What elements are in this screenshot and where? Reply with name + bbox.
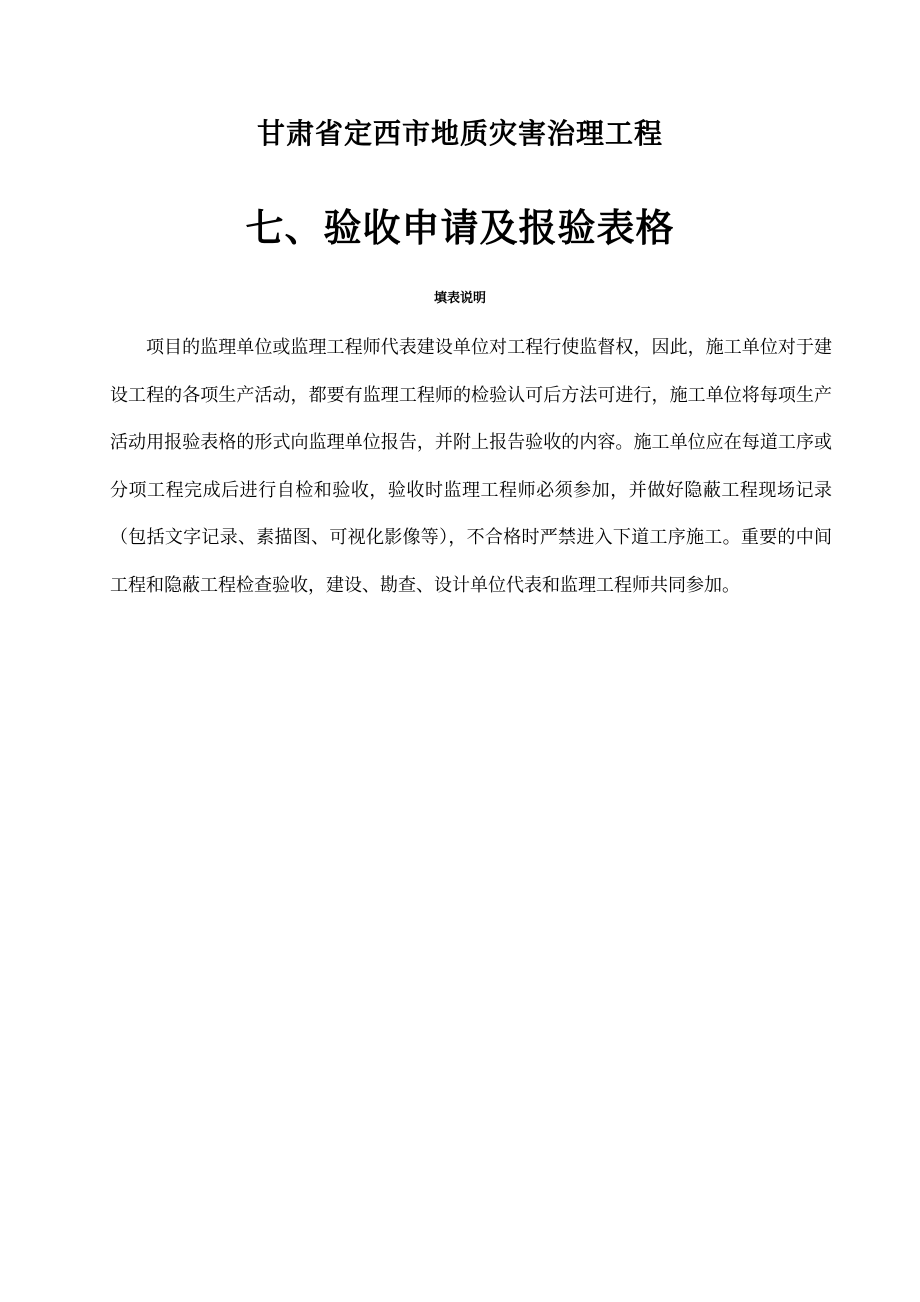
notes-heading: 填表说明 — [433, 291, 486, 306]
body-paragraph: 项目的监理单位或监理工程师代表建设单位对工程行使监督权，因此，施工单位对于建设工程的各项生产活动，都要有监理工程师的检验认可后方法可进行，施工单位将每项生产活动用报验表格的形式向监理单位报告，并附上报告验收的内容。施工单位应在每道工序或分项工程完成后进行自检和验收，验收时监理工程师必须参加，并做好隐蔽工程现场记录（包括文字记录、素描图、可视化影像等），不合格时严禁进入下道工序施工。重要的中间工程和隐蔽工程检查验收，建设、勘查、设计单位代表和监理工程师共同参加。 — [110, 337, 832, 596]
section-title: 七、验收申请及报验表格 — [245, 205, 675, 250]
project-title: 甘肃省定西市地质灾害治理工程 — [256, 117, 663, 150]
